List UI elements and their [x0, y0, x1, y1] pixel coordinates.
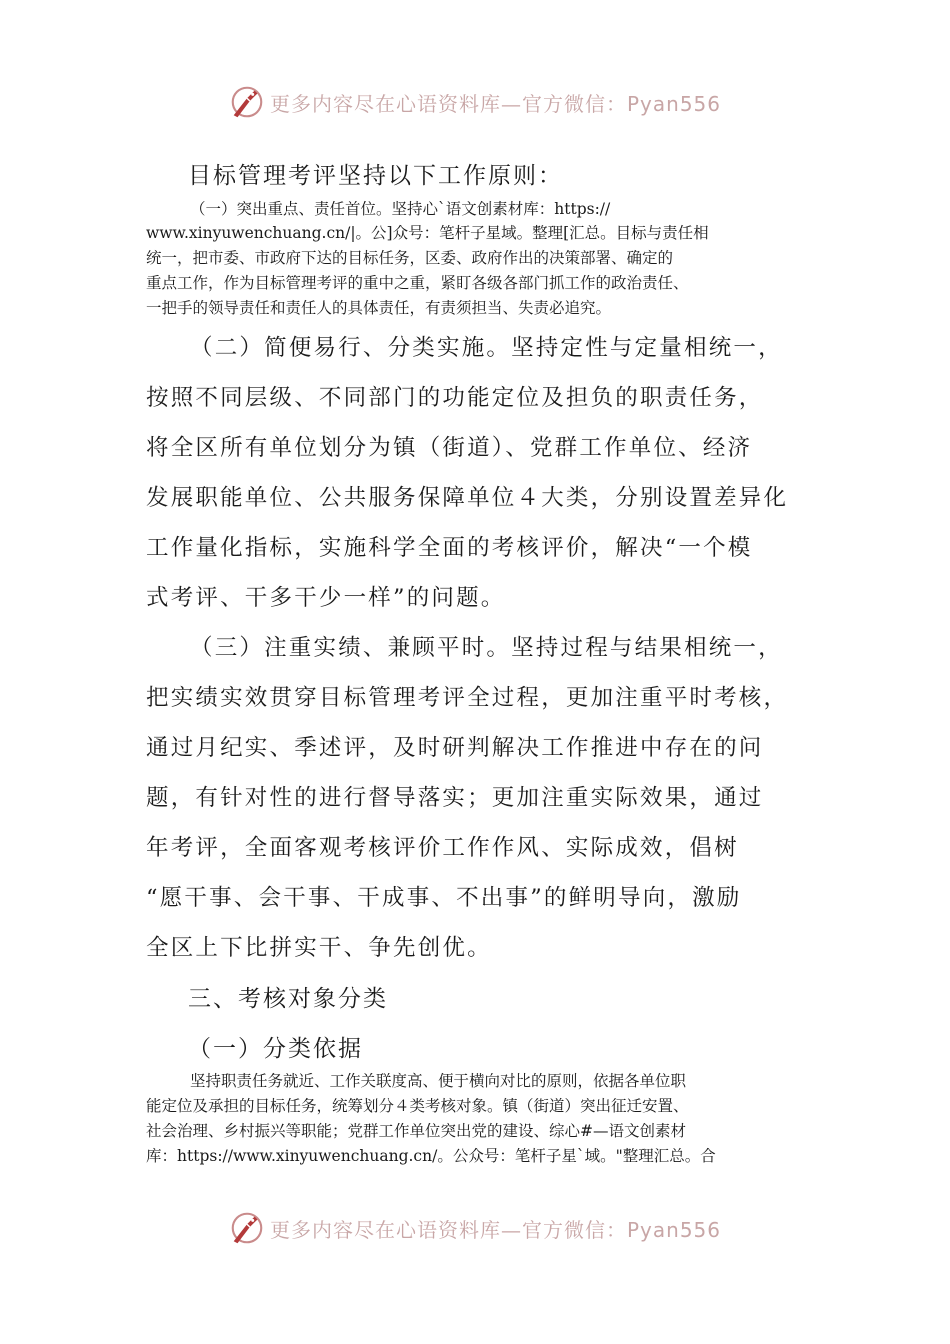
para2-line: 工作量化指标，实施科学全面的考核评价，解决“一个模	[146, 535, 753, 561]
para2-line: 将全区所有单位划分为镇（街道）、党群工作单位、经济	[146, 435, 753, 461]
para2-line: 式考评、干多干少一样”的问题。	[146, 585, 506, 611]
para3-line: 把实绩实效贯穿目标管理考评全过程，更加注重平时考核，	[146, 685, 789, 711]
pen-nib-logo-icon	[228, 1209, 266, 1247]
para1-line: 重点工作，作为目标管理考评的重中之重，紧盯各级各部门抓工作的政治责任、	[146, 274, 689, 292]
para4-line: 社会治理、乡村振兴等职能；党群工作单位突出党的建设、综心#—语文创素材	[146, 1122, 686, 1140]
para3-line: 通过月纪实、季述评，及时研判解决工作推进中存在的问	[146, 735, 764, 761]
section-title: 目标管理考评坚持以下工作原则：	[188, 163, 563, 189]
watermark-account: Pyan556	[627, 1217, 722, 1242]
para2-line: （二）简便易行、分类实施。坚持定性与定量相统一，	[190, 335, 783, 361]
watermark-banner-bottom	[228, 1208, 748, 1248]
para3-line: “愿干事、会干事、干成事、不出事”的鲜明导向，激励	[146, 885, 742, 911]
para4-line: 能定位及承担的目标任务，统筹划分４类考核对象。镇（街道）突出征迁安置、	[146, 1097, 689, 1115]
watermark-text: 更多内容尽在心语资料库—官方微信：Pyan556	[270, 91, 722, 116]
para1-line: （一）突出重点、责任首位。坚持心`语文创素材库：https://	[190, 200, 611, 218]
watermark-account: Pyan556	[627, 91, 722, 116]
para1-line: www.xinyuwenchuang.cn/|。公]众号：笔杆子星域。整理[汇总。目标与责任相	[146, 224, 709, 242]
subsection-heading: （一）分类依据	[188, 1036, 363, 1062]
para4-line: 坚持职责任务就近、工作关联度高、便于横向对比的原则，依据各单位职	[190, 1072, 687, 1090]
para1-line: 统一，把市委、市政府下达的目标任务，区委、政府作出的决策部署、确定的	[146, 249, 674, 267]
para3-line: 全区上下比拼实干、争先创优。	[146, 935, 492, 961]
para3-line: 题，有针对性的进行督导落实；更加注重实际效果，通过	[146, 785, 764, 811]
watermark-banner-top	[228, 82, 748, 122]
para1-line: 一把手的领导责任和责任人的具体责任，有责须担当、失责必追究。	[146, 299, 612, 317]
watermark-text: 更多内容尽在心语资料库—官方微信：Pyan556	[270, 1217, 722, 1242]
para4-line: 库：https://www.xinyuwenchuang.cn/。公众号：笔杆子星`域。"整理汇总。合	[146, 1147, 716, 1165]
para3-line: （三）注重实绩、兼顾平时。坚持过程与结果相统一，	[190, 635, 783, 661]
para3-line: 年考评，全面客观考核评价工作作风、实际成效，倡树	[146, 835, 739, 861]
para2-line: 按照不同层级、不同部门的功能定位及担负的职责任务，	[146, 385, 764, 411]
section-heading: 三、考核对象分类	[188, 986, 388, 1012]
pen-nib-logo-icon	[228, 83, 266, 121]
para2-line: 发展职能单位、公共服务保障单位４大类，分别设置差异化	[146, 485, 789, 511]
